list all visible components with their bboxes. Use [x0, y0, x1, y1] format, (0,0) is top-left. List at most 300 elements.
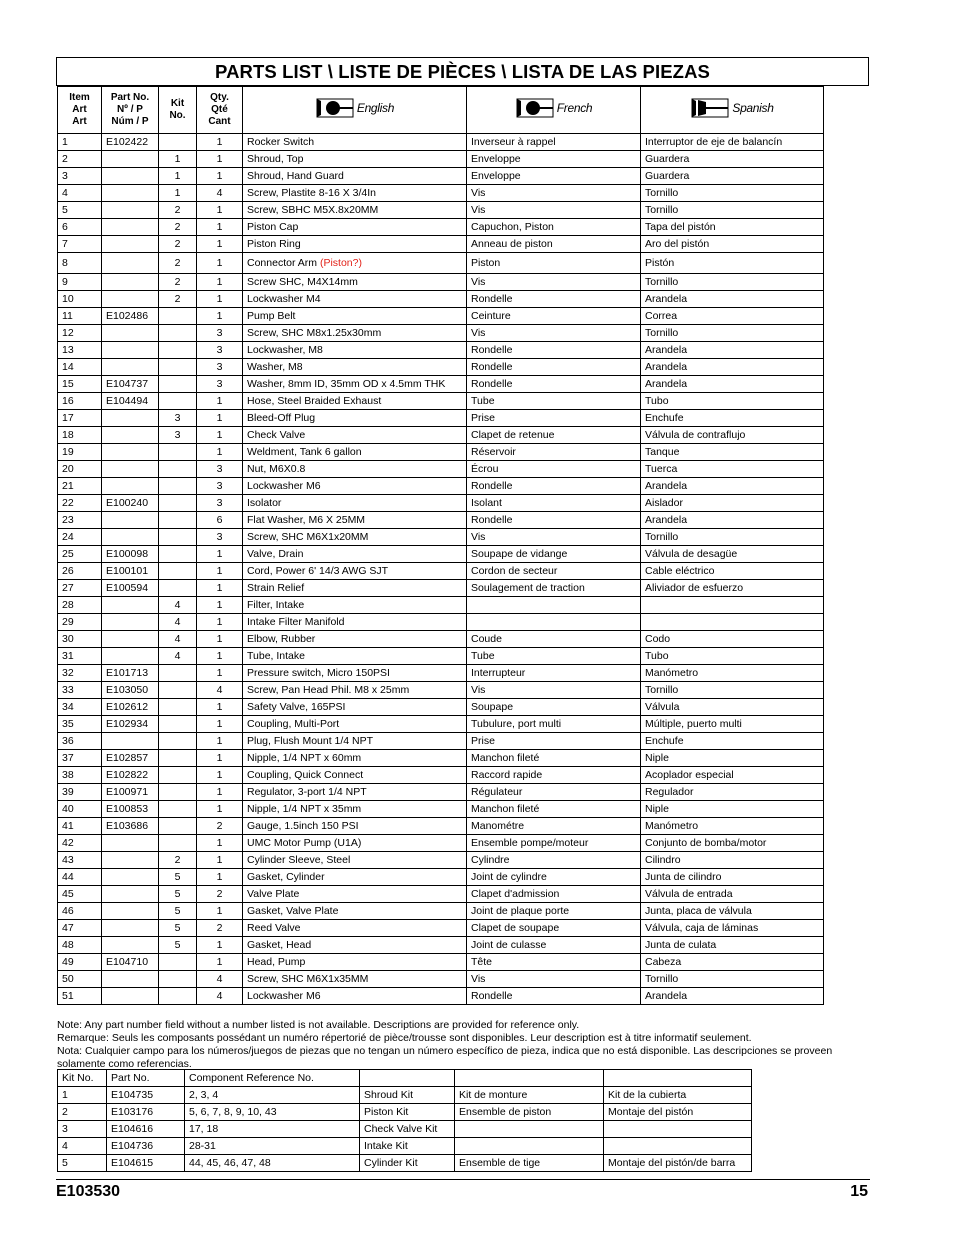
spanish-description-cell: Enchufe	[641, 410, 824, 427]
table-row	[58, 835, 824, 852]
spanish-description-cell: Válvula de contraflujo	[641, 427, 824, 444]
table-row	[58, 988, 824, 1005]
french-description-cell: Cordon de secteur	[467, 563, 641, 580]
table-row	[58, 733, 824, 750]
item-cell: 21	[58, 478, 102, 495]
part-number-cell: E104710	[102, 954, 159, 971]
table-row	[58, 342, 824, 359]
item-cell: 19	[58, 444, 102, 461]
english-description-cell	[243, 546, 467, 563]
part-number-cell	[102, 325, 159, 342]
item-cell: 39	[58, 784, 102, 801]
part-number-cell: E101713	[102, 665, 159, 682]
spanish-description-cell: Válvula	[641, 699, 824, 716]
kit-number-cell: 4	[159, 648, 197, 665]
part-number-cell	[102, 988, 159, 1005]
item-cell: 18	[58, 427, 102, 444]
part-number-cell	[102, 427, 159, 444]
kits-header-cell: Part No.	[107, 1070, 185, 1087]
table-row	[58, 767, 824, 784]
qty-cell: 1	[197, 291, 243, 308]
item-cell: 34	[58, 699, 102, 716]
english-description: Screw, Pan Head Phil. M8 x 25mm	[247, 683, 410, 696]
kit-cell: 5, 6, 7, 8, 9, 10, 43	[185, 1104, 360, 1121]
item-cell: 24	[58, 529, 102, 546]
english-description-cell	[243, 682, 467, 699]
english-description-cell	[243, 699, 467, 716]
item-cell: 26	[58, 563, 102, 580]
qty-cell: 4	[197, 971, 243, 988]
kit-number-cell: 5	[159, 903, 197, 920]
item-cell: 40	[58, 801, 102, 818]
spanish-description-cell: Tubo	[641, 648, 824, 665]
kit-cell: Ensemble de tige	[455, 1155, 604, 1172]
kit-number-cell	[159, 512, 197, 529]
french-description-cell: Joint de culasse	[467, 937, 641, 954]
english-description-cell	[243, 733, 467, 750]
french-description-cell: Rondelle	[467, 512, 641, 529]
part-number-cell: E103050	[102, 682, 159, 699]
item-cell: 35	[58, 716, 102, 733]
kit-cell: 44, 45, 46, 47, 48	[185, 1155, 360, 1172]
page-title: PARTS LIST \ LISTE DE PIÈCES \ LISTA DE LAS PIEZAS	[215, 61, 710, 82]
header-item-en: Item	[69, 92, 90, 103]
qty-cell: 6	[197, 512, 243, 529]
part-number-cell: E102857	[102, 750, 159, 767]
kit-number-cell	[159, 325, 197, 342]
table-row	[58, 971, 824, 988]
table-row	[58, 648, 824, 665]
header-item-fr: Art	[72, 104, 87, 115]
header-kit	[159, 87, 197, 134]
english-description: Nipple, 1/4 NPT x 60mm	[247, 751, 362, 764]
item-cell: 46	[58, 903, 102, 920]
english-description-cell	[243, 937, 467, 954]
item-cell: 25	[58, 546, 102, 563]
kit-cell: Check Valve Kit	[360, 1121, 455, 1138]
qty-cell: 1	[197, 151, 243, 168]
spanish-description-cell: Guardera	[641, 151, 824, 168]
table-row	[58, 478, 824, 495]
kit-cell: Montaje del pistón	[604, 1104, 752, 1121]
part-number-cell	[102, 903, 159, 920]
header-spanish-label: Spanish	[732, 101, 774, 115]
qty-cell: 3	[197, 342, 243, 359]
qty-cell: 1	[197, 767, 243, 784]
english-description-cell	[243, 427, 467, 444]
item-cell: 28	[58, 597, 102, 614]
french-description-cell: Interrupteur	[467, 665, 641, 682]
english-description: Screw SHC, M4X14mm	[247, 275, 358, 288]
header-english	[243, 87, 467, 134]
part-number-cell: E100971	[102, 784, 159, 801]
french-description-cell: Prise	[467, 733, 641, 750]
table-row	[58, 801, 824, 818]
part-number-cell: E100594	[102, 580, 159, 597]
english-description-cell	[243, 648, 467, 665]
table-row	[58, 134, 824, 151]
part-number-cell	[102, 835, 159, 852]
part-number-cell	[102, 733, 159, 750]
english-description-cell	[243, 253, 467, 274]
english-description: Regulator, 3-port 1/4 NPT	[247, 785, 367, 798]
kit-cell: 5	[58, 1155, 107, 1172]
qty-cell: 1	[197, 597, 243, 614]
kit-number-cell	[159, 733, 197, 750]
table-row	[58, 168, 824, 185]
part-number-cell	[102, 291, 159, 308]
spanish-description-cell: Regulador	[641, 784, 824, 801]
english-description: Hose, Steel Braided Exhaust	[247, 394, 382, 407]
french-description-cell: Soulagement de traction	[467, 580, 641, 597]
item-cell: 20	[58, 461, 102, 478]
spanish-description-cell: Tanque	[641, 444, 824, 461]
english-description-cell	[243, 376, 467, 393]
kit-number-cell: 1	[159, 168, 197, 185]
spanish-description-cell: Arandela	[641, 359, 824, 376]
french-description-cell: Réservoir	[467, 444, 641, 461]
spanish-description-cell: Niple	[641, 801, 824, 818]
table-row	[58, 202, 824, 219]
part-number-cell	[102, 410, 159, 427]
item-cell: 44	[58, 869, 102, 886]
english-description: Bleed-Off Plug	[247, 411, 316, 424]
spanish-description-cell: Interruptor de eje de balancín	[641, 134, 824, 151]
qty-cell: 1	[197, 546, 243, 563]
qty-cell: 4	[197, 682, 243, 699]
table-row	[58, 869, 824, 886]
table-row	[58, 665, 824, 682]
kit-row	[58, 1121, 752, 1138]
part-number-cell	[102, 852, 159, 869]
table-row	[58, 274, 824, 291]
kit-number-cell	[159, 359, 197, 376]
kit-number-cell: 5	[159, 869, 197, 886]
english-description-cell	[243, 614, 467, 631]
french-description-cell: Vis	[467, 274, 641, 291]
french-description-cell: Soupape de vidange	[467, 546, 641, 563]
kit-cell: 28-31	[185, 1138, 360, 1155]
header-item-es: Art	[72, 116, 87, 127]
english-description: Screw, SHC M6X1x20MM	[247, 530, 369, 543]
table-row	[58, 529, 824, 546]
table-row	[58, 376, 824, 393]
part-number-cell	[102, 937, 159, 954]
item-cell: 29	[58, 614, 102, 631]
kit-cell: Kit de monture	[455, 1087, 604, 1104]
kit-cell: E104616	[107, 1121, 185, 1138]
item-cell: 15	[58, 376, 102, 393]
kit-number-cell	[159, 699, 197, 716]
table-row	[58, 580, 824, 597]
table-row	[58, 410, 824, 427]
footer-rule	[56, 1179, 870, 1180]
english-description: UMC Motor Pump (U1A)	[247, 836, 362, 849]
part-number-cell	[102, 461, 159, 478]
kits-header-cell	[455, 1070, 604, 1087]
part-number-cell: E102822	[102, 767, 159, 784]
header-spanish	[641, 87, 824, 134]
table-row	[58, 495, 824, 512]
kit-number-cell	[159, 563, 197, 580]
french-description-cell: Rondelle	[467, 291, 641, 308]
french-description-cell: Soupape	[467, 699, 641, 716]
header-english-label: English	[356, 101, 395, 115]
english-description-cell	[243, 308, 467, 325]
french-description-cell: Joint de plaque porte	[467, 903, 641, 920]
english-description-cell	[243, 580, 467, 597]
table-row	[58, 308, 824, 325]
english-description: Screw, Plastite 8-16 X 3/4In	[247, 186, 376, 199]
header-part-en: Part No.	[110, 92, 150, 103]
description-note: (Piston?)	[319, 256, 362, 269]
kit-number-cell	[159, 801, 197, 818]
qty-cell: 1	[197, 393, 243, 410]
table-row	[58, 359, 824, 376]
qty-cell: 1	[197, 308, 243, 325]
kit-cell: Intake Kit	[360, 1138, 455, 1155]
table-row	[58, 236, 824, 253]
qty-cell: 3	[197, 461, 243, 478]
french-description-cell: Rondelle	[467, 376, 641, 393]
kits-table-body	[58, 1070, 752, 1172]
english-flag-icon	[315, 97, 355, 119]
table-row	[58, 818, 824, 835]
spanish-description-cell: Pistón	[641, 253, 824, 274]
english-description: Nipple, 1/4 NPT x 35mm	[247, 802, 362, 815]
qty-cell: 1	[197, 631, 243, 648]
english-description: Gasket, Cylinder	[247, 870, 325, 883]
kits-header-cell: Component Reference No.	[185, 1070, 360, 1087]
item-cell: 38	[58, 767, 102, 784]
qty-cell: 1	[197, 444, 243, 461]
french-description-cell: Enveloppe	[467, 168, 641, 185]
french-description-cell: Vis	[467, 185, 641, 202]
table-row	[58, 253, 824, 274]
spanish-description-cell: Arandela	[641, 478, 824, 495]
header-french	[467, 87, 641, 134]
english-description-cell	[243, 988, 467, 1005]
table-row	[58, 784, 824, 801]
spanish-description-cell: Cable eléctrico	[641, 563, 824, 580]
kit-number-cell	[159, 529, 197, 546]
kit-cell: 1	[58, 1087, 107, 1104]
kits-header-cell: Kit No.	[58, 1070, 107, 1087]
kit-cell: 2, 3, 4	[185, 1087, 360, 1104]
qty-cell: 1	[197, 219, 243, 236]
kits-header-cell	[360, 1070, 455, 1087]
spanish-description-cell: Tornillo	[641, 529, 824, 546]
qty-cell: 1	[197, 253, 243, 274]
item-cell: 3	[58, 168, 102, 185]
spanish-description-cell: Arandela	[641, 291, 824, 308]
english-description: Cylinder Sleeve, Steel	[247, 853, 351, 866]
english-description: Reed Valve	[247, 921, 301, 934]
table-row	[58, 886, 824, 903]
french-description-cell: Rondelle	[467, 478, 641, 495]
english-description-cell	[243, 971, 467, 988]
english-description: Screw, SHC M6X1x35MM	[247, 972, 369, 985]
item-cell: 31	[58, 648, 102, 665]
kit-cell: E103176	[107, 1104, 185, 1121]
table-row	[58, 937, 824, 954]
part-number-cell: E102422	[102, 134, 159, 151]
kit-number-cell	[159, 342, 197, 359]
item-cell: 7	[58, 236, 102, 253]
qty-cell: 1	[197, 750, 243, 767]
part-number-cell: E102486	[102, 308, 159, 325]
qty-cell: 3	[197, 529, 243, 546]
english-description: Head, Pump	[247, 955, 306, 968]
kit-number-cell: 3	[159, 410, 197, 427]
qty-cell: 1	[197, 614, 243, 631]
spanish-description-cell: Tornillo	[641, 682, 824, 699]
qty-cell: 1	[197, 580, 243, 597]
item-cell: 41	[58, 818, 102, 835]
english-description-cell	[243, 529, 467, 546]
page-number: 15	[850, 1183, 868, 1200]
spanish-description-cell: Cilindro	[641, 852, 824, 869]
english-description-cell	[243, 461, 467, 478]
kit-number-cell: 5	[159, 937, 197, 954]
spanish-description-cell: Acoplador especial	[641, 767, 824, 784]
part-number-cell	[102, 529, 159, 546]
kit-cell: Piston Kit	[360, 1104, 455, 1121]
spanish-description-cell: Arandela	[641, 512, 824, 529]
spanish-description-cell: Aro del pistón	[641, 236, 824, 253]
english-description-cell	[243, 920, 467, 937]
french-description-cell: Vis	[467, 682, 641, 699]
item-cell: 49	[58, 954, 102, 971]
table-row	[58, 325, 824, 342]
spanish-description-cell: Conjunto de bomba/motor	[641, 835, 824, 852]
english-description-cell	[243, 291, 467, 308]
french-description-cell: Inverseur à rappel	[467, 134, 641, 151]
kit-number-cell: 2	[159, 852, 197, 869]
qty-cell: 1	[197, 869, 243, 886]
french-description-cell: Coude	[467, 631, 641, 648]
kits-header-cell	[604, 1070, 752, 1087]
item-cell: 4	[58, 185, 102, 202]
english-description-cell	[243, 852, 467, 869]
part-number-cell	[102, 614, 159, 631]
qty-cell: 1	[197, 563, 243, 580]
note-english: Note: Any part number field without a number listed is not available. Descriptions are provided for reference only.	[57, 1019, 580, 1031]
spanish-description-cell: Tuerca	[641, 461, 824, 478]
spanish-description-cell: Junta de cilindro	[641, 869, 824, 886]
qty-cell: 3	[197, 478, 243, 495]
kit-number-cell	[159, 308, 197, 325]
qty-cell: 1	[197, 784, 243, 801]
english-description: Piston Cap	[247, 220, 299, 233]
kit-number-cell	[159, 546, 197, 563]
kit-number-cell	[159, 767, 197, 784]
kit-cell: 3	[58, 1121, 107, 1138]
qty-cell: 1	[197, 937, 243, 954]
part-number-cell: E100240	[102, 495, 159, 512]
english-description: Elbow, Rubber	[247, 632, 316, 645]
english-description: Filter, Intake	[247, 598, 305, 611]
kit-cell: Shroud Kit	[360, 1087, 455, 1104]
kit-number-cell: 2	[159, 291, 197, 308]
item-cell: 1	[58, 134, 102, 151]
qty-cell: 1	[197, 236, 243, 253]
table-row	[58, 461, 824, 478]
french-description-cell: Ceinture	[467, 308, 641, 325]
english-description-cell	[243, 835, 467, 852]
kit-number-cell	[159, 818, 197, 835]
part-number-cell	[102, 920, 159, 937]
spanish-description-cell: Correa	[641, 308, 824, 325]
kit-number-cell	[159, 988, 197, 1005]
parts-header-row	[58, 87, 824, 134]
french-description-cell: Manchon fileté	[467, 750, 641, 767]
spanish-description-cell: Niple	[641, 750, 824, 767]
english-description-cell	[243, 954, 467, 971]
qty-cell: 1	[197, 801, 243, 818]
qty-cell: 1	[197, 410, 243, 427]
kit-number-cell	[159, 393, 197, 410]
title-box	[56, 57, 869, 86]
qty-cell: 3	[197, 325, 243, 342]
spanish-description-cell: Tornillo	[641, 202, 824, 219]
english-description: Cord, Power 6' 14/3 AWG SJT	[247, 564, 389, 577]
notes	[57, 1019, 869, 1071]
english-description: Coupling, Multi-Port	[247, 717, 340, 730]
english-description: Pressure switch, Micro 150PSI	[247, 666, 390, 679]
english-description-cell	[243, 563, 467, 580]
qty-cell: 1	[197, 427, 243, 444]
kit-number-cell	[159, 835, 197, 852]
kit-number-cell	[159, 444, 197, 461]
qty-cell: 2	[197, 818, 243, 835]
kit-number-cell: 2	[159, 202, 197, 219]
french-description-cell: Rondelle	[467, 342, 641, 359]
spanish-description-cell: Junta, placa de válvula	[641, 903, 824, 920]
table-row	[58, 393, 824, 410]
kit-number-cell	[159, 716, 197, 733]
french-description-cell: Piston	[467, 253, 641, 274]
qty-cell: 1	[197, 134, 243, 151]
kit-number-cell: 4	[159, 597, 197, 614]
english-description: Valve Plate	[247, 887, 300, 900]
kit-number-cell: 1	[159, 185, 197, 202]
part-number-cell	[102, 202, 159, 219]
english-description: Gasket, Head	[247, 938, 312, 951]
header-kit-line1: Kit	[170, 98, 185, 109]
spanish-description-cell: Cabeza	[641, 954, 824, 971]
part-number-cell: E100098	[102, 546, 159, 563]
item-cell: 27	[58, 580, 102, 597]
table-row	[58, 750, 824, 767]
header-french-label: French	[556, 101, 593, 115]
kit-row	[58, 1087, 752, 1104]
part-number-cell	[102, 869, 159, 886]
english-description: Screw, SBHC M5X.8x20MM	[247, 203, 379, 216]
french-description-cell	[467, 614, 641, 631]
kit-cell: 17, 18	[185, 1121, 360, 1138]
english-description-cell	[243, 495, 467, 512]
spanish-description-cell: Manómetro	[641, 665, 824, 682]
french-description-cell: Ensemble pompe/moteur	[467, 835, 641, 852]
table-row	[58, 512, 824, 529]
english-description-cell	[243, 801, 467, 818]
item-cell: 42	[58, 835, 102, 852]
kit-number-cell	[159, 954, 197, 971]
qty-cell: 1	[197, 274, 243, 291]
english-description-cell	[243, 597, 467, 614]
table-row	[58, 920, 824, 937]
